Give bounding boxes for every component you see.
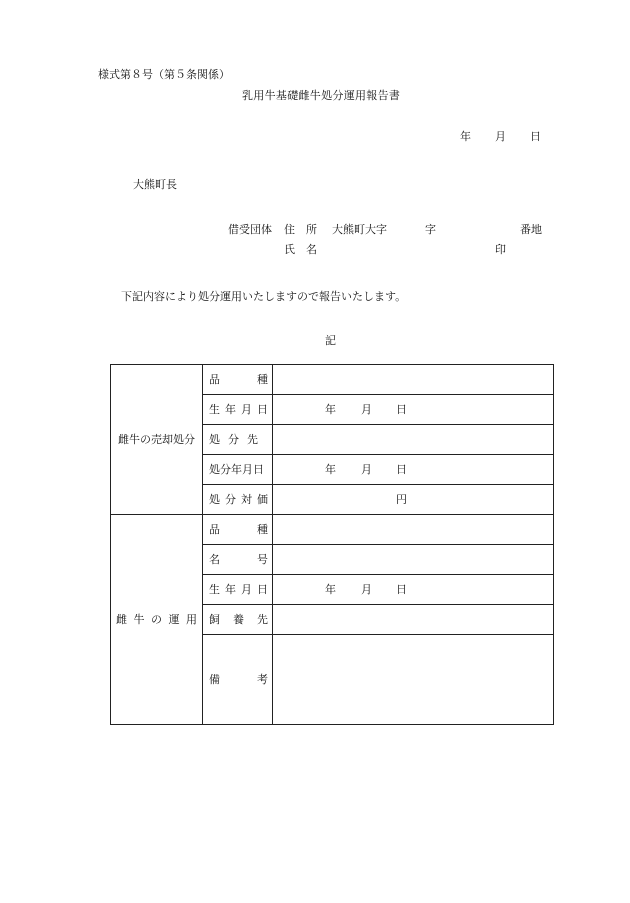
sale-group-label: 雌牛の売却処分 — [111, 365, 203, 515]
address-label-1: 住 — [284, 223, 295, 236]
op-breed-field[interactable] — [273, 515, 554, 545]
addressee: 大熊町長 — [133, 178, 177, 191]
date-year-label: 年 — [460, 130, 471, 143]
date-day-label: 日 — [530, 130, 541, 143]
ymd-month: 月 — [361, 462, 372, 476]
name-label-2: 名 — [306, 243, 317, 256]
op-farm-label: 飼 養 先 — [203, 605, 273, 635]
org-label: 借受団体 — [228, 223, 272, 236]
table-row — [111, 365, 554, 395]
sale-breed-field[interactable] — [273, 365, 554, 395]
ymd-month: 月 — [361, 582, 372, 596]
op-birth-field[interactable] — [273, 575, 554, 605]
op-name-label: 名 号 — [203, 545, 273, 575]
sale-birth-field[interactable] — [273, 395, 554, 425]
document-title: 乳用牛基礎雌牛処分運用報告書 — [242, 89, 401, 102]
date-month-label: 月 — [495, 130, 506, 143]
ki-heading: 記 — [325, 334, 336, 347]
sale-breed-label: 品 種 — [203, 365, 273, 395]
op-breed-label: 品 種 — [203, 515, 273, 545]
sale-destination-label: 処 分 先 — [203, 425, 273, 455]
sale-disposal-date-label: 処分年月日 — [203, 455, 273, 485]
name-label-1: 氏 — [284, 243, 295, 256]
operation-group-label: 雌 牛 の 運 用 — [111, 515, 203, 725]
yen-unit: 円 — [396, 492, 407, 506]
report-table — [110, 364, 554, 725]
aza-label: 字 — [425, 223, 436, 236]
op-farm-field[interactable] — [273, 605, 554, 635]
ymd-year: 年 — [325, 462, 336, 476]
banchi-label: 番地 — [520, 223, 542, 236]
ymd-day: 日 — [396, 402, 407, 416]
op-birth-label: 生 年 月 日 — [203, 575, 273, 605]
ymd-day: 日 — [396, 582, 407, 596]
sale-price-label: 処 分 対 価 — [203, 485, 273, 515]
op-remarks-field[interactable] — [273, 635, 554, 725]
address-value: 大熊町大字 — [332, 223, 387, 236]
ymd-year: 年 — [325, 402, 336, 416]
ymd-day: 日 — [396, 462, 407, 476]
ymd-year: 年 — [325, 582, 336, 596]
form-number: 様式第８号（第５条関係） — [98, 68, 230, 81]
sale-destination-field[interactable] — [273, 425, 554, 455]
address-label-2: 所 — [306, 223, 317, 236]
seal-mark: 印 — [495, 243, 506, 256]
statement: 下記内容により処分運用いたしますので報告いたします。 — [121, 290, 407, 303]
ymd-month: 月 — [361, 402, 372, 416]
sale-birth-label: 生 年 月 日 — [203, 395, 273, 425]
op-name-field[interactable] — [273, 545, 554, 575]
op-remarks-label: 備 考 — [203, 635, 273, 725]
sale-price-field[interactable] — [273, 485, 554, 515]
sale-disposal-date-field[interactable] — [273, 455, 554, 485]
table-row — [111, 515, 554, 545]
